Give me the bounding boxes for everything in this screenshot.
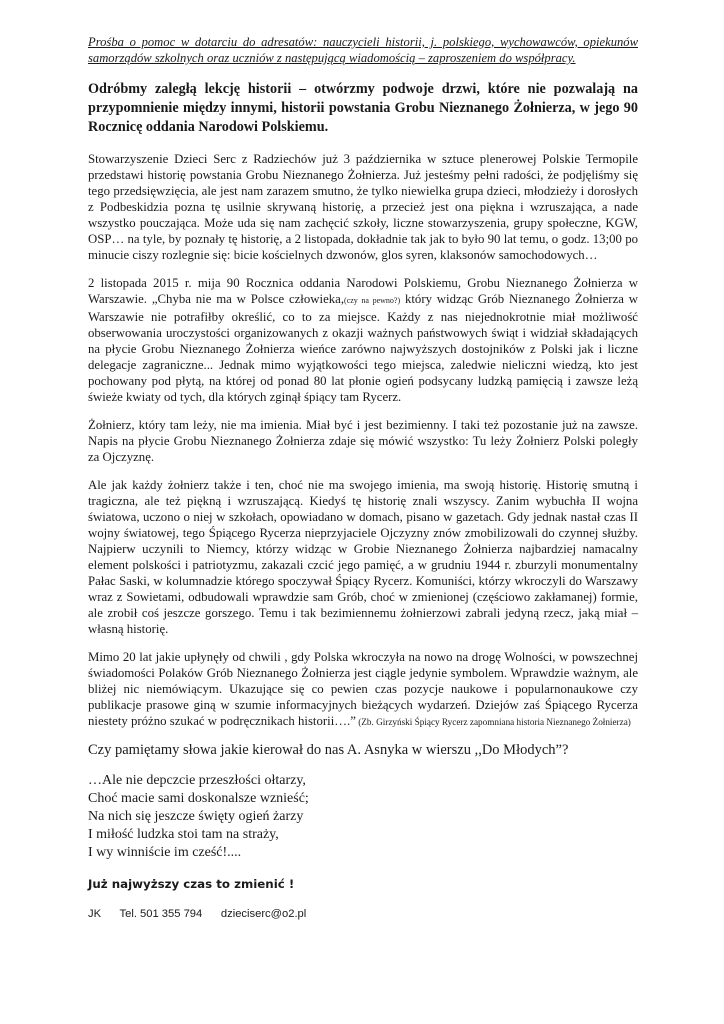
closing-statement: Już najwyższy czas to zmienić ! — [88, 877, 295, 891]
paragraph-4: Ale jak każdy żołnierz także i ten, choć nie ma swojego imienia, ma swoją historię. Historię smutną i tragiczna, ale też piękną i wzruszającą. Kiedyś tę historię znali wszyscy. Zanim wybuchła II wojna światowa, uczono o niej w szkołach, opowiadano w domach, pisano w gazetach. Gdy jednak nastał czas II wojny światowej, tego Śpiącego Rycerza nieprzyjaciele Ojczyzny znów zmobilizowali do czynnej służby. Najpierw uczynili to Niemcy, którzy widząc w Grobie Nieznanego Żołnierza najbardziej namacalny element polskości i patriotyzmu, zakazali czcić jego pamięć, a w grudniu 1944 r. zburzyli monumentalny Pałac Saski, w kolumnadzie którego spoczywał Śpiący Rycerz. Komuniści, którzy wkroczyli do Warszawy wraz z Sowietami, odbudowali wprawdzie sam Grób, choć w zmienionej (częściowo zakłamanej) formie, ale zrobił coś jeszcze gorszego. Temu i tak bezimiennemu żołnierzowi zabrali jedyną rzecz, jaką miał – własną historię. — [88, 478, 638, 636]
paragraph-3: Żołnierz, który tam leży, nie ma imienia. Miał być i jest bezimienny. I taki też pozostanie już na zawsze. Napis na płycie Grobu Nieznanego Żołnierza zdaje się mówić wszystko: Tu leży Żołnierz Polski poległy za Ojczyznę. — [88, 418, 638, 464]
paragraph-5-text: Mimo 20 lat jakie upłynęły od chwili , gdy Polska wkroczyła na nowo na drogę Wolności, w powszechnej świadomości Polaków Grób Nieznanego Żołnierza jest ciągle jedynie symbolem. Wprawdzie ważnym, ale bliżej nic niemówiącym. Ukazujące się co pewien czas pozycje naukowe i popularnonaukowe czy publikacje prasowe giną w szumie informacyjnych bieżących wydarzeń. Dziejów zaś Śpiącego Rycerza niestety próżno szukać w podręcznikach historii….” — [88, 650, 638, 728]
document-page — [88, 34, 638, 922]
paragraph-1: Stowarzyszenie Dzieci Serc z Radziechów już 3 października w sztuce plenerowej Polskie Termopile przedstawi historię powstania Grobu Nieznanego Żołnierza. Już jesteśmy pełni radości, że podjęliśmy się tego przedsięwzięcia, ale jest nam zarazem smutno, że tylko niewielka grupa dzieci, młodzieży i dorosłych z Podbeskidzia pozna tę usilnie skrywaną historię, a przecież jest ona piękna i wzruszająca, a nade wszystko pouczająca. Może uda się nam zachęcić szkoły, liczne stowarzyszenia, grupy społeczne, KGW, OSP… na tyle, by poznały tę historię, a 2 listopada, dokładnie tak jak to było 90 lat temu, o godz. 13;00 po minucie ciszy rozlegnie się: bicie kościelnych dzwonów, glos syren, klaksonów samochodowych… — [88, 152, 638, 262]
paragraph-5 — [88, 649, 638, 729]
paragraph-2-start: 2 listopada 2015 r. mija 90 Rocznica oddania Narodowi Polskiemu, Grobu Nieznanego Żołnierza w Warszawie. „Chyba nie ma w Polsce człowieka, — [88, 276, 638, 306]
contact-footer — [88, 906, 638, 922]
author-initials: JK — [88, 908, 102, 920]
poem-line: I miłość ludzka stoi tam na straży, — [88, 827, 279, 842]
phone-number: Tel. 501 355 794 — [119, 908, 203, 920]
email-link[interactable]: dzieciserc@o2.pl — [220, 908, 307, 920]
poem-line: Choć macie sami doskonalsze wznieść; — [88, 791, 309, 806]
poem-line: …Ale nie depczcie przeszłości ołtarzy, — [88, 773, 306, 788]
citation: (Zb. Girzyński Śpiący Rycerz zapomniana historia Nieznanego Żołnierza) — [355, 717, 631, 727]
poem-line: I wy winniście im cześć!.... — [88, 845, 242, 860]
paragraph-2-aside: (czy na pewno?) — [344, 296, 401, 305]
poem-line: Na nich się jeszcze święty ogień żarzy — [88, 809, 304, 824]
paragraph-2-end: który widząc Grób Nieznanego Żołnierza w Warszawie nie potrafiłby określić, co to za miejsce. Każdy z nas niejednokrotnie miał możliwość obserwowania uroczystości organizowanych z okazji ważnych państwowych świąt i widział składających na płycie Grobu Nieznanego Żołnierza wieńce zarówno najwyższych dostojników z Polski jak i liczne delegacje zagraniczne... Jednak mimo wyjątkowości tego miejsca, zaledwie nieliczni wiedzą, kto jest pochowany pod płytą, na której od ponad 80 lat płonie ogień podsycany ludzką pamięcią i zawsze leżą świeże kwiaty od tych, dla których zginął śpiący tam Rycerz. — [88, 292, 638, 404]
paragraph-2 — [88, 275, 638, 405]
poem — [88, 772, 638, 862]
intro-request: Prośba o pomoc w dotarciu do adresatów: nauczycieli historii, j. polskiego, wychowawców, opiekunów samorządów szkolnych oraz uczniów z następującą wiadomością – zaproszeniem do współpracy. — [88, 35, 638, 65]
poem-question: Czy pamiętamy słowa jakie kierował do nas A. Asnyka w wierszu ,,Do Młodych”? — [88, 742, 569, 758]
document-title: Odróbmy zaległą lekcję historii – otwórzmy podwoje drzwi, które nie pozwalają na przypomnienie między innymi, historii powstania Grobu Nieznanego Żołnierza, w jego 90 Rocznicę oddania Narodowi Polskiemu. — [88, 81, 638, 135]
